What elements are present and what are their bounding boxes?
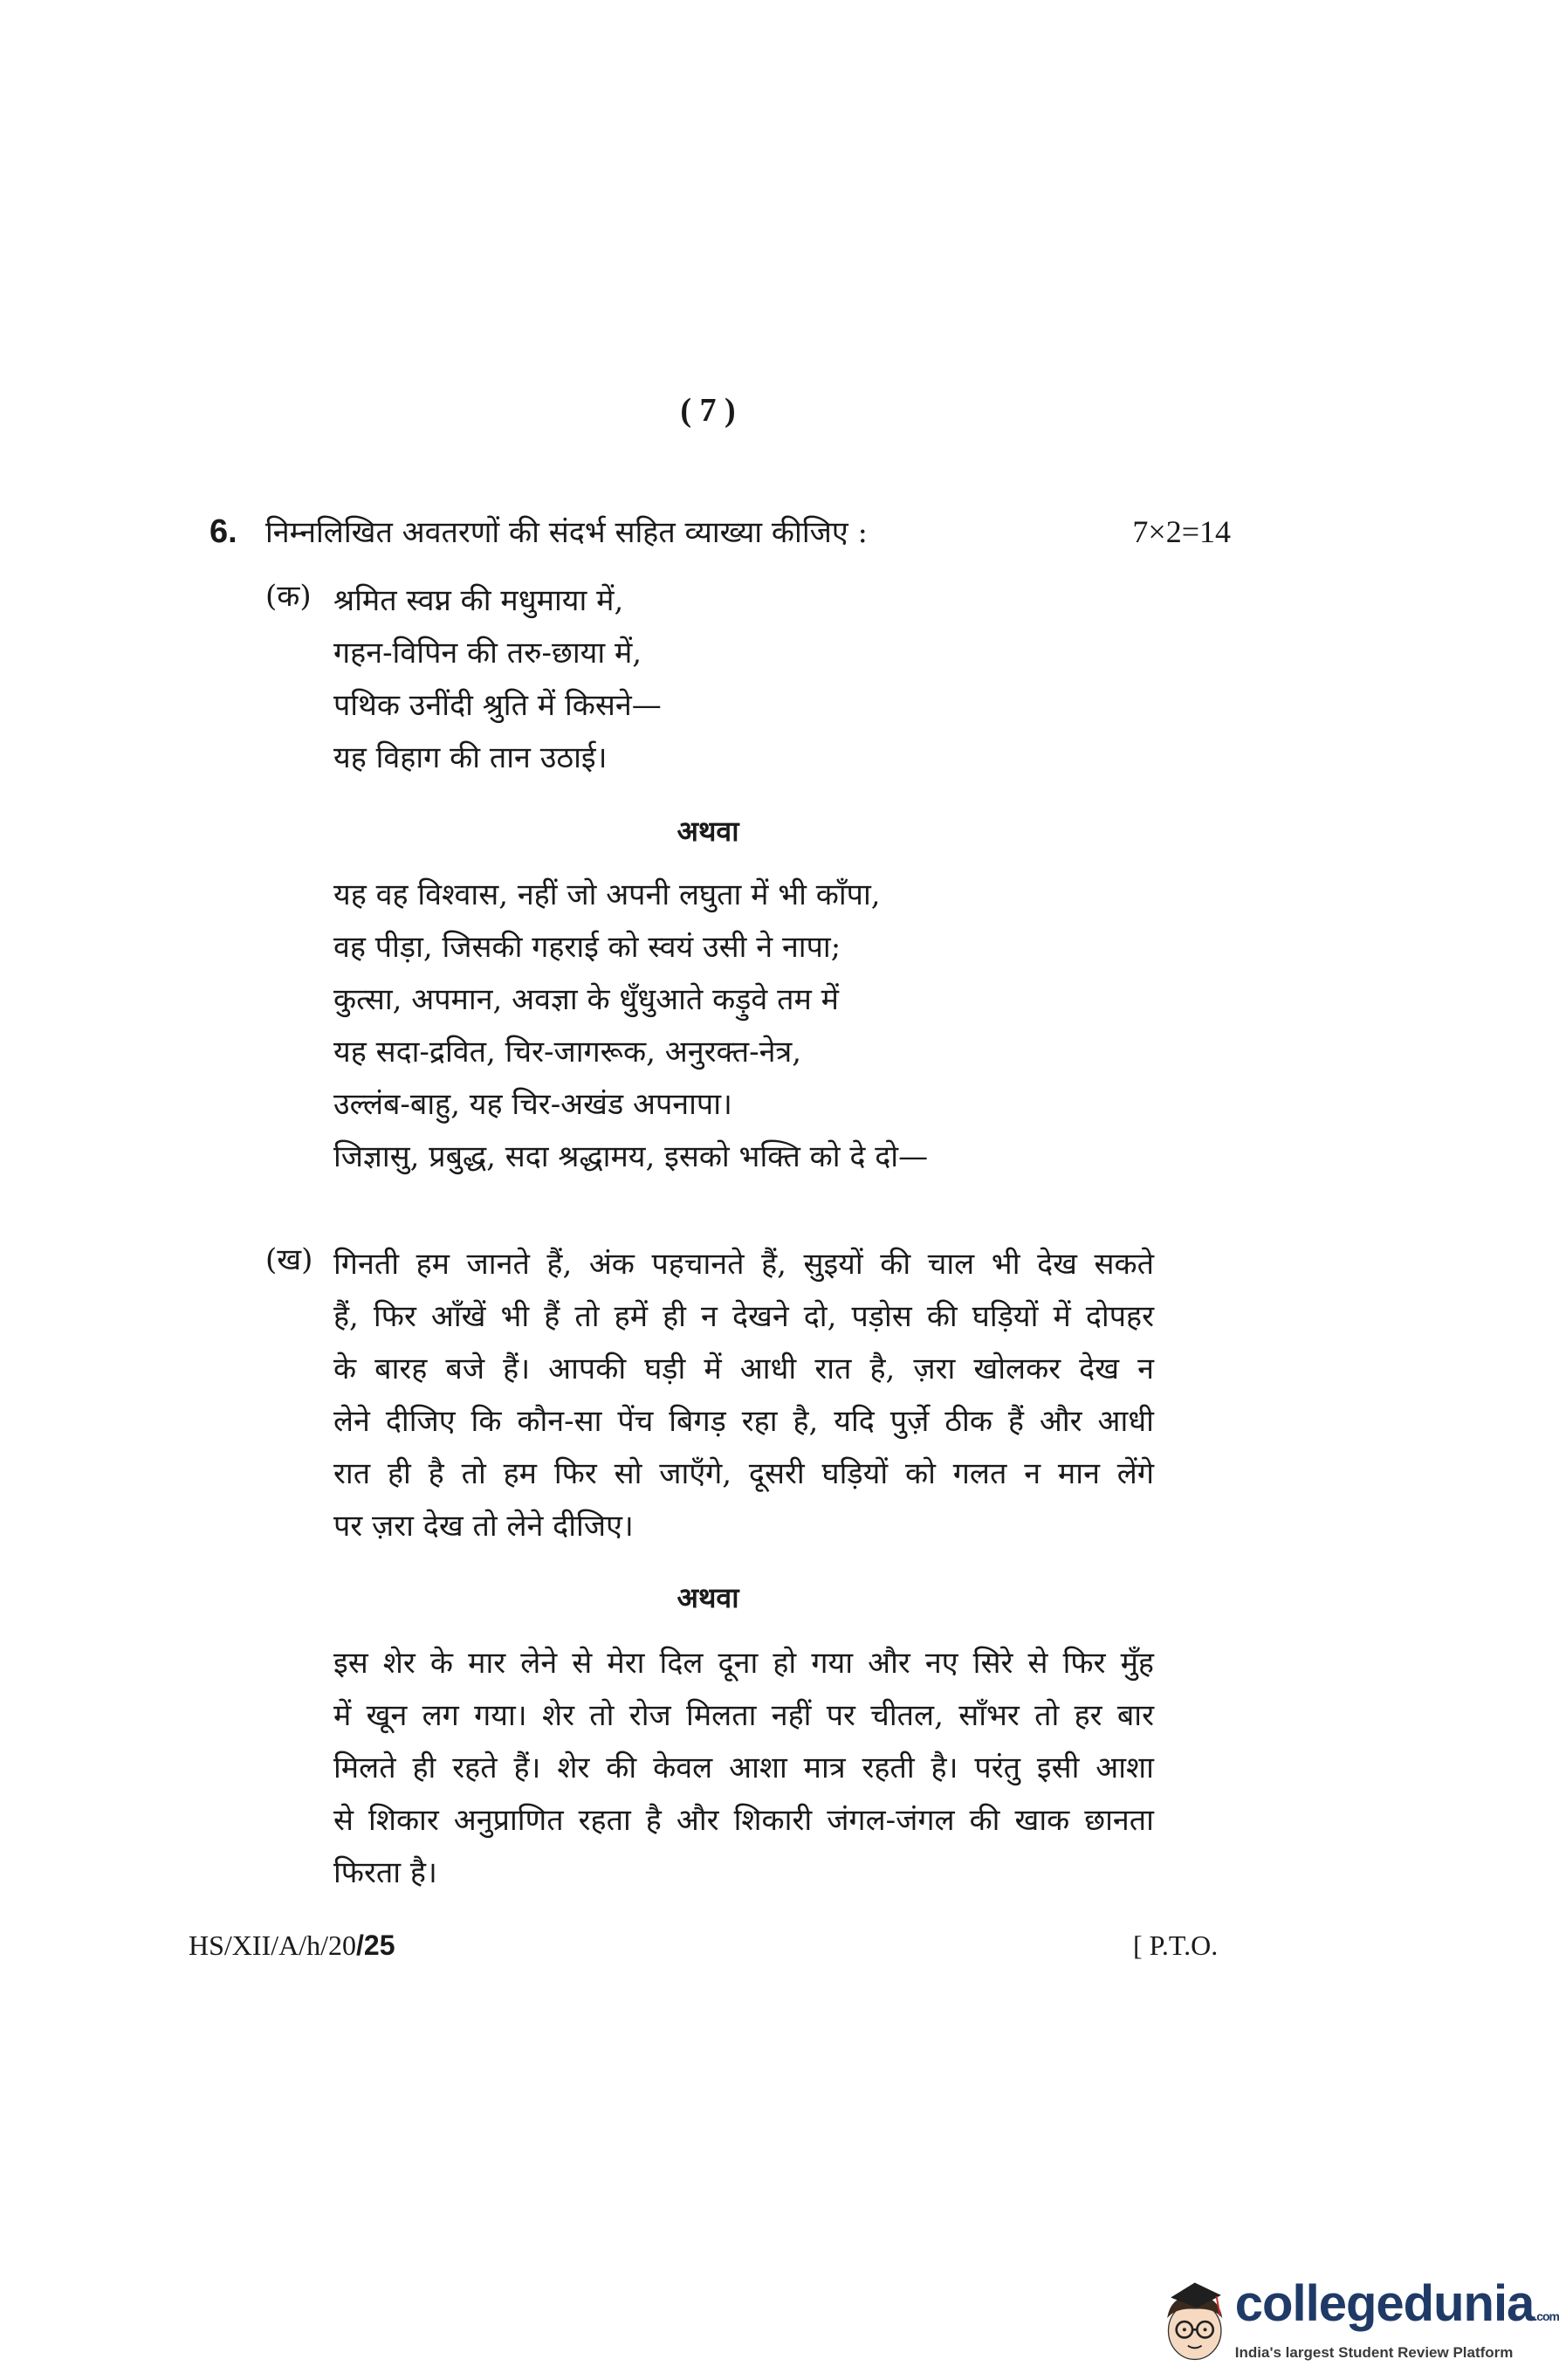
prose-line: मिलते ही रहते हैं। शेर की केवल आशा मात्र रहती है। परंतु इसी आशा <box>333 1751 1154 1785</box>
poem-line: यह विहाग की तान उठाई। <box>333 740 608 775</box>
poem-line: गहन-विपिन की तरु-छाया में, <box>333 636 642 671</box>
poem-line: कुत्सा, अपमान, अवज्ञा के धुँधुआते कड़ुवे तम में <box>333 982 839 1017</box>
collegedunia-logo <box>1159 2257 1559 2380</box>
logo-suffix: .com <box>1534 2308 1559 2323</box>
prose-line: में खून लग गया। शेर तो रोज मिलता नहीं पर चीतल, साँभर तो हर बार <box>333 1698 1154 1733</box>
question-header <box>209 511 1231 551</box>
poem-line: यह सदा-द्रवित, चिर-जागरूक, अनुरक्त-नेत्र, <box>333 1035 802 1070</box>
logo-brand: collegedunia <box>1234 2274 1535 2332</box>
prose-line: हैं, फिर आँखें भी हैं तो हमें ही न देखने दो, पड़ोस की घड़ियों में दोपहर <box>333 1299 1154 1334</box>
page-number: ( 7 ) <box>680 392 736 429</box>
poem-line: जिज्ञासु, प्रबुद्ध, सदा श्रद्धामय, इसको भक्ति को दे दो— <box>333 1139 929 1174</box>
poem-line: वह पीड़ा, जिसकी गहराई को स्वयं उसी ने नापा; <box>333 930 841 965</box>
question-number: 6. <box>209 513 237 550</box>
question-instruction: निम्नलिखित अवतरणों की संदर्भ सहित व्याख्या कीजिए : <box>265 515 868 550</box>
prose-line: के बारह बजे हैं। आपकी घड़ी में आधी रात है, ज़रा खोलकर देख न <box>333 1352 1154 1386</box>
paper-code-suffix: /25 <box>356 1929 395 1961</box>
pto-note: [ P.T.O. <box>1133 1929 1219 1961</box>
poem-line: श्रमित स्वप्न की मधुमाया में, <box>333 583 624 618</box>
prose-line: गिनती हम जानते हैं, अंक पहचानते हैं, सुइयों की चाल भी देख सकते <box>333 1247 1154 1282</box>
prose-line: रात ही है तो हम फिर सो जाएँगे, दूसरी घड़ियों को गलत न मान लेंगे <box>333 1456 1154 1491</box>
paper-code-main: HS/XII/A/h/20 <box>189 1929 356 1961</box>
prose-line: से शिकार अनुप्राणित रहता है और शिकारी जंगल-जंगल की खाक छानता <box>333 1803 1154 1838</box>
logo-brand-row <box>1235 2276 1559 2344</box>
part-kha-prose1 <box>265 1238 1154 1552</box>
part-kha-prose2 <box>333 1637 1154 1899</box>
mascot-icon <box>1159 2257 1228 2380</box>
prose-line: फिरता है। <box>333 1855 437 1890</box>
logo-text <box>1235 2276 1559 2362</box>
poem-line: पथिक उनींदी श्रुति में किसने— <box>333 688 662 723</box>
part-ka-poem1 <box>265 574 662 784</box>
part-ka-poem2 <box>333 869 928 1183</box>
part-ka-label: (क) <box>265 579 312 614</box>
prose-line: पर ज़रा देख तो लेने दीजिए। <box>333 1509 634 1544</box>
poem-line: यह वह विश्वास, नहीं जो अपनी लघुता में भी काँपा, <box>333 877 881 912</box>
paper-code <box>189 1929 395 1962</box>
logo-tagline: India's largest Student Review Platform <box>1234 2343 1514 2361</box>
part-kha-label: (ख) <box>265 1242 313 1277</box>
athva-heading: अथवा <box>676 815 739 848</box>
prose-line: इस शेर के मार लेने से मेरा दिल दूना हो गया और नए सिरे से फिर मुँह <box>333 1646 1154 1681</box>
prose-line: लेने दीजिए कि कौन-सा पेंच बिगड़ रहा है, यदि पुर्ज़े ठीक हैं और आधी <box>333 1404 1154 1439</box>
poem-line: उल्लंब-बाहु, यह चिर-अखंड अपनापा। <box>333 1087 732 1122</box>
question-marks: 7×2=14 <box>1132 514 1231 549</box>
athva-heading: अथवा <box>676 1581 739 1614</box>
